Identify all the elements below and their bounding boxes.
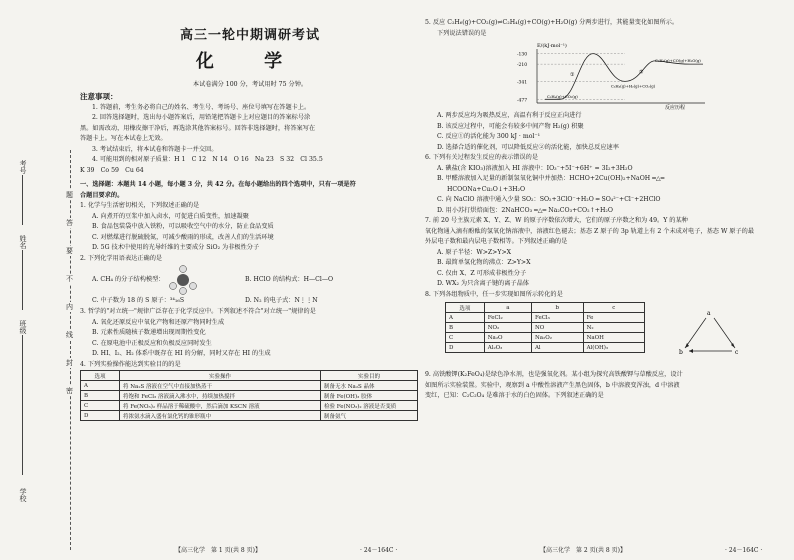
q3-option-d: D. HI、I₂、H₂ 体系中既存在 HI 的分解，同时又存在 HI 的生成 <box>92 350 271 357</box>
page-1 <box>80 18 420 558</box>
q6-option-c: C. 向 NaClO 溶液中通入少量 SO₂：SO₂+3ClO⁻+H₂O ═ SO₄²⁻+Cl⁻+2HClO <box>437 196 661 203</box>
table-cell: 制备氨气 <box>321 411 418 421</box>
table-cell: NaOH <box>583 333 644 343</box>
seal-char: 答 <box>66 219 73 227</box>
q2-row2 <box>80 296 420 307</box>
exam-title: 高三一轮中期调研考试 <box>179 28 320 43</box>
q4-stem: 4. 下列实验操作能达到实验目的的是 <box>80 360 181 368</box>
q6-option-b-cont: HCOONa+Cu₂O↓+3H₂O <box>447 185 526 193</box>
triangle-label-b: b <box>679 349 683 356</box>
chart-ylabel: E/(kJ·mol⁻¹) <box>537 43 567 49</box>
footer-code: · 24－164C · <box>360 547 398 554</box>
step-label: ② <box>639 69 644 76</box>
footer-page-label: 【高三化学 第 2 页(共 8 页)】 <box>540 547 626 554</box>
q7-stem: 氧化物通入滴有酚酞的氢氧化钠溶液中，溶液红色褪去；基态 Z 原子的 3p 轨道上有 2 个未成对电子，基态 W 原子的最 <box>425 227 755 235</box>
seal-char: 要 <box>66 247 73 255</box>
q6-option-b: B. 甲醛溶液加入足量的新制氢氧化铜中并加热：HCHO+2Cu(OH)₂+NaOH ═△═ <box>437 175 665 182</box>
q9-stem: 如图所示实验装置。实验中，观察到 a 中酸性溶液产生黑色固体，b 中溶液变浑浊，d 中溶液 <box>425 381 680 389</box>
q7-stem: 外层电子数和最内层电子数相等。下列叙述正确的是 <box>425 238 568 245</box>
table-cell: D <box>81 411 120 421</box>
table-row <box>446 333 645 343</box>
line-kaohao <box>22 175 23 225</box>
q2-stem: 2. 下列化学用语表达正确的是 <box>80 254 163 262</box>
q3-stem: 3. 哲学的"对立统一"规律广泛存在于化学反应中。下列叙述不符合"对立统一"规律的是 <box>80 308 316 315</box>
q3-option-c: C. 在原电池中正极反应和负极反应同时发生 <box>92 339 212 347</box>
q2-option-b: B. HClO 的结构式：H—Cl—O <box>245 276 334 283</box>
table-header: 选项 <box>446 303 485 313</box>
q5-stem-2: 下列说法错误的是 <box>437 29 487 37</box>
q1-stem: 1. 化学与生活密切相关，下列叙述正确的是 <box>80 202 200 209</box>
series-label: C₂H₄(g)+CO(g)+H₂O(g) <box>655 58 701 64</box>
q5-option-c: C. 反应①的活化能为 300 kJ · mol⁻¹ <box>437 133 541 140</box>
table-cell: C <box>81 401 120 411</box>
notice-item: 黑。如需改动，用橡皮擦干净后，再选涂其他答案标号。回答非选择题时，将答案写在 <box>80 124 316 132</box>
table-row <box>81 391 418 401</box>
q7-option-a: A. 原子半径：W>Z>Y>X <box>437 248 512 256</box>
q8-stem: 8. 下列各组物质中，任一步实现如图所示转化的是 <box>425 290 563 298</box>
chart-tick-label: -210 <box>517 63 528 69</box>
table-header-row <box>446 303 645 313</box>
notice-item: 3. 考试结束后，将本试卷和答题卡一并交回。 <box>92 145 218 153</box>
q2-row1 <box>80 264 420 296</box>
table-cell: B <box>81 391 120 401</box>
footer-page-label: 【高三化学 第 1 页(共 8 页)】 <box>175 547 261 554</box>
table-cell: Na₂O₂ <box>531 333 583 343</box>
table-header-row <box>81 371 418 381</box>
q7-option-b: B. 最简单氢化物的沸点：Z>Y>X <box>437 259 531 266</box>
footer-code: · 24－164C · <box>725 547 763 554</box>
notice-item: 答题卡上。写在本试卷上无效。 <box>80 135 167 142</box>
q9-stem: 变红，已知：C₂C₂O₄ 是难溶于水的白色固体。下列叙述正确的是 <box>425 392 604 399</box>
table-cell: NO₂ <box>484 323 531 333</box>
table-cell: N₂ <box>583 323 644 333</box>
q7-option-c: C. 仅由 X、Z 可形成非极性分子 <box>437 269 527 277</box>
table-cell: 将浓氨水滴入盛有氯化钙的锥形瓶中 <box>120 411 321 421</box>
q6-option-d: D. 用小苏打烘焙面包：2NaHCO₃ ═△═ Na₂CO₃+CO₂↑+H₂O <box>437 206 613 214</box>
q3-option-a: A. 氧化还原反应中氧化产物和还原产物同时生成 <box>92 318 225 326</box>
q5-stem: 5. 反应 C₂H₆(g)+CO₂(g)⇌C₂H₄(g)+CO(g)+H₂O(g) 分两步进行，其能量变化如图所示。 <box>425 19 679 26</box>
seal-char: 封 <box>66 359 73 367</box>
notice-item: 2. 回答选择题时，选出每小题答案后，用铅笔把答题卡上对应题目的答案标号涂 <box>92 114 311 121</box>
table-cell: Fe <box>583 313 644 323</box>
table-header: b <box>531 303 583 313</box>
table-cell: Al(OH)₃ <box>583 343 644 353</box>
q6-option-a: A. 碘盐(含 KIO₃)溶液加入 HI 溶液中：IO₃⁻+5I⁻+6H⁺ = 3I₂+3H₂O <box>437 164 633 172</box>
page-2 <box>425 18 785 558</box>
table-cell: Al <box>531 343 583 353</box>
table-cell: FeCl₂ <box>484 313 531 323</box>
label-name: 姓名 <box>19 235 27 249</box>
triangle-label-c: c <box>735 349 739 356</box>
q2-option-c: C. 中子数为 18 的 S 原子：³⁴₁₆S <box>92 297 185 304</box>
q4-table <box>80 370 418 421</box>
notice-item: 1. 答题前，考生务必将自己的姓名、考生号、考场号、座位号填写在答题卡上。 <box>92 103 311 111</box>
q1-option-a: A. 向煮开的豆浆中加入卤水，可促进白质变性，加速凝聚 <box>92 212 249 220</box>
q5-option-d: D. 选择合适的催化剂，可以降低反应②的活化能，加快总反应速率 <box>437 143 619 151</box>
table-row <box>446 343 645 353</box>
q1-option-d: D. 5G 技术中使用的光导纤维的主要成分 SiO₂ 为非极性分子 <box>92 244 260 251</box>
table-cell: Al₂O₃ <box>484 343 531 353</box>
table-cell: 将 Fe(NO₃)₂ 样品溶于稀硫酸中，然后滴加 KSCN 溶液 <box>120 401 321 411</box>
q2-option-d: D. N₂ 的电子式：N⋮⋮N <box>245 297 318 304</box>
table-cell: C <box>446 333 485 343</box>
q8-row <box>425 300 785 370</box>
energy-diagram <box>515 39 715 111</box>
series-label: C₂H₆(g)+CO₂(g) <box>547 93 578 99</box>
label-class: 班级 <box>19 320 27 334</box>
table-header: 选项 <box>81 371 120 381</box>
series-label: C₂H₄(g)+H₂(g)+CO₂(g) <box>611 83 656 89</box>
seal-char: 题 <box>66 191 73 199</box>
q8-table <box>445 302 645 353</box>
table-header: c <box>583 303 644 313</box>
table-cell: Na₂O <box>484 333 531 343</box>
q2-option-a: A. CH₄ 的分子结构模型： <box>92 276 165 283</box>
table-cell: 检验 Fe(NO₃)₂ 溶液是否变质 <box>321 401 418 411</box>
line-class <box>22 335 23 475</box>
table-cell: D <box>446 343 485 353</box>
q7-stem: 7. 前 20 号主族元素 X、Y、Z、W 的原子序数依次增大，它们的原子序数之和为 49。Y 的某种 <box>425 217 688 224</box>
table-header: 实验操作 <box>120 371 321 381</box>
exam-info: 本试卷满分 100 分，考试用时 75 分钟。 <box>192 81 308 88</box>
seal-line <box>70 150 71 550</box>
table-row <box>446 323 645 333</box>
table-header: a <box>484 303 531 313</box>
table-cell: 制备无水 Na₂S 晶体 <box>321 381 418 391</box>
table-header: 实验目的 <box>321 371 418 381</box>
notice-heading: 注意事项： <box>80 92 118 101</box>
exam-subject: 化 学 <box>195 51 305 72</box>
q5-option-a: A. 两步反应均为吸热反应，高温有利于反应正向进行 <box>437 112 582 119</box>
table-row <box>81 381 418 391</box>
label-kaohao: 考号 <box>19 160 27 174</box>
binding-margin <box>0 0 40 560</box>
chart-tick-label: -130 <box>517 52 528 58</box>
table-cell: 将 Na₂S 溶液在空气中直接加热蒸干 <box>120 381 321 391</box>
label-school: 学校 <box>19 488 27 502</box>
q6-stem: 6. 下列有关过程发生反应的表示错误的是 <box>425 154 539 161</box>
notice-item: 4. 可能用到的相对原子质量：H 1 C 12 N 14 O 16 Na 23 S 32 Cl 35.5 <box>92 156 323 163</box>
triangle-label-a: a <box>707 310 711 317</box>
table-cell: B <box>446 323 485 333</box>
table-cell: 将饱和 FeCl₃ 溶液滴入沸水中，持续加热搅拌 <box>120 391 321 401</box>
q7-option-d: D. WX₂ 为只含离子键的离子晶体 <box>437 280 529 287</box>
chart-xlabel: 反应历程 <box>665 105 686 111</box>
chart-tick-label: -477 <box>517 98 528 104</box>
q1-option-b: B. 食品包装袋中放入铁粉，可以吸收空气中的水分，防止食品变质 <box>92 223 274 230</box>
chart-tick-label: -341 <box>517 80 528 86</box>
table-cell: A <box>446 313 485 323</box>
q1-option-c: C. 对燃煤进行脱硫脱氮，可减少酸雨的形成，改善人们的生活环境 <box>92 233 274 241</box>
q3-option-b: B. 元素性质随核子数递增出现周期性变化 <box>92 329 206 336</box>
table-cell: A <box>81 381 120 391</box>
table-cell: NO <box>531 323 583 333</box>
table-row <box>81 411 418 421</box>
line-name <box>22 250 23 310</box>
ch4-model-image <box>168 264 198 296</box>
notice-item: K 39 Co 59 Cu 64 <box>80 166 144 174</box>
seal-char: 线 <box>66 331 73 339</box>
section1-heading: 一、选择题：本题共 14 小题，每小题 3 分，共 42 分。在每小题给出的四个选项中，只有一项是符 <box>80 181 356 188</box>
table-row <box>81 401 418 411</box>
seal-char: 内 <box>66 303 73 311</box>
seal-char: 密 <box>66 387 73 395</box>
seal-char: 不 <box>66 275 73 283</box>
q5-option-b: B. 该反应过程中，可能会有较多中间产物 H₂(g) 积聚 <box>437 122 584 130</box>
section1-heading-2: 合题目要求的。 <box>80 191 124 199</box>
q9-stem: 9. 高铁酸钾(K₂FeO₄)是绿色净水剂，也是强氧化剂。某小组为探究高铁酸钾与草酸反应，设计 <box>425 371 683 378</box>
conversion-triangle <box>675 308 745 358</box>
table-cell: 制备 Fe(OH)₃ 胶体 <box>321 391 418 401</box>
step-label: ① <box>570 72 575 78</box>
table-cell: FeCl₃ <box>531 313 583 323</box>
table-row <box>446 313 645 323</box>
